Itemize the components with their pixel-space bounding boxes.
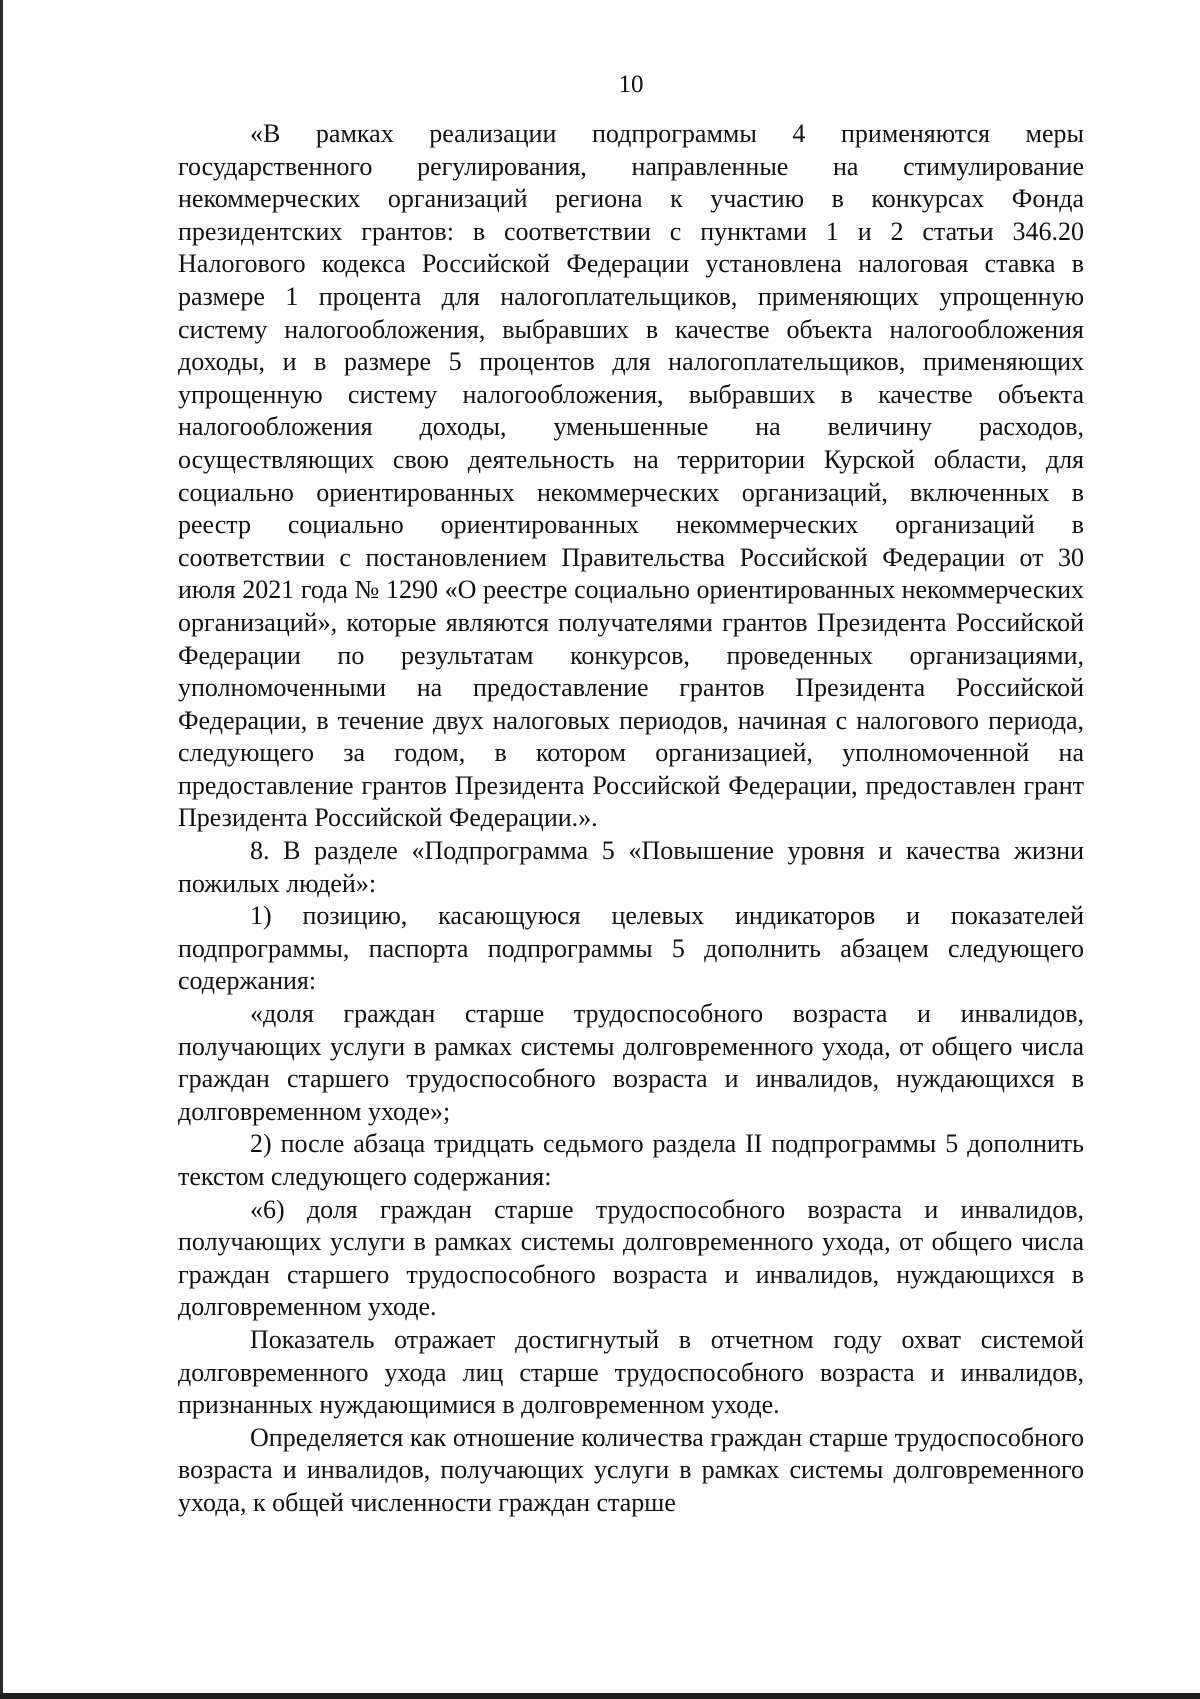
paragraph-quote-indicator: «доля граждан старше трудоспособного возраста и инвалидов, получающих услуги в рамках системы долговременного ухода, от общего числа граждан старшего трудоспособного возраста и инвалидов, нуждающихся в долговременном уходе»; [178,999,1084,1126]
document-body [178,118,1084,1520]
paragraph-indicator-meaning: Показатель отражает достигнутый в отчетном году охват системой долговременного ухода лиц старше трудоспособного возраста и инвалидов, признанных нуждающимися в долговременном уходе. [178,1324,1084,1420]
scan-left-edge [0,0,3,1699]
paragraph-indicator-6: «6) доля граждан старше трудоспособного возраста и инвалидов, получающих услуги в рамках системы долговременного ухода, от общего числа граждан старшего трудоспособного возраста и инвалидов, нуждающихся в долговременном уходе. [178,1194,1084,1322]
paragraph-item-8: 8. В разделе «Подпрограмма 5 «Повышение уровня и качества жизни пожилых людей»: [178,836,1084,898]
scan-bottom-edge [0,1693,1200,1699]
paragraph-subitem-2: 2) после абзаца тридцать седьмого раздела II подпрограммы 5 дополнить текстом следующего содержания: [178,1129,1084,1191]
paragraph-subitem-1: 1) позицию, касающуюся целевых индикаторов и показателей подпрограммы, паспорта подпрограммы 5 дополнить абзацем следующего содержания: [178,901,1084,996]
paragraph-subprogram-4-measures: «В рамках реализации подпрограммы 4 применяются меры государственного регулирования, направленные на стимулирование некоммерческих организаций региона к участию в конкурсах Фонда президентских грантов: в соответствии с пунктами 1 и 2 статьи 346.20 Налогового кодекса Российской Федерации установлена налоговая ставка в размере 1 процента для налогоплательщиков, применяющих упрощенную систему налогообложения, выбравших в качестве объекта налогообложения доходы, и в размере 5 процентов для налогоплательщиков, применяющих упрощенную систему налогообложения, выбравших в качестве объекта налогообложения доходы, уменьшенные на величину расходов, осуществляющих свою деятельность на территории Курской области, для социально ориентированных некоммерческих организаций, включенных в реестр социально ориентированных некоммерческих организаций в соответствии с постановлением Правительства Российской Федерации от 30 июля 2021 года № 1290 «О реестре социально ориентированных некоммерческих организаций», которые являются получателями грантов Президента Российской Федерации по результатам конкурсов, проведенных организациями, уполномоченными на предоставление грантов Президента Российской Федерации, в течение двух налоговых периодов, начиная с налогового периода, следующего за годом, в котором организацией, уполномоченной на предоставление грантов Президента Российской Федерации, предоставлен грант Президента Российской Федерации.». [178,119,1084,833]
page-number: 10 [618,71,644,98]
paragraph-indicator-formula: Определяется как отношение количества граждан старше трудоспособного возраста и инвалидов, получающих услуги в рамках системы долговременного ухода, к общей численности граждан старше [178,1422,1084,1517]
